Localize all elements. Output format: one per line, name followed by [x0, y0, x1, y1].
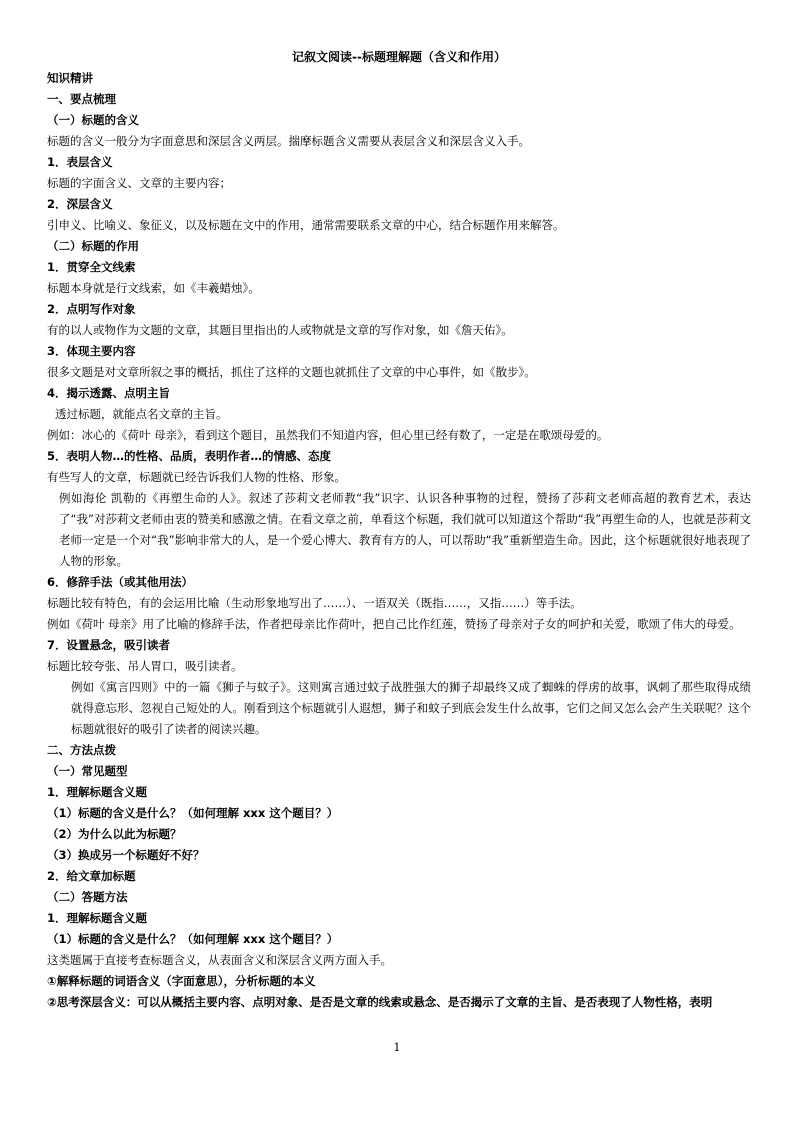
section-heading: 1．理解标题含义题 — [47, 785, 148, 799]
section-heading: 一、要点梳理 — [47, 92, 116, 106]
section-heading: （3）换成另一个标题好不好？ — [47, 848, 205, 862]
paragraph: 例如海伦 凯勒的《再塑生命的人》。叙述了莎莉文老师教“我”识字、认识各种事物的过程，赞扬了莎莉文老师高超的教育艺术，表达了“我”对莎莉文老师由衷的赞美和感激之情。在看文章之前，单看这个标题，我们就可以知道这个帮助“我”再塑生命的人，也就是莎莉文老师一定是一个对“我”影响非常大的人，是一个爱心博大、教育有方的人，可以帮助“我”重新塑造生命。因此，这个标题就很好地表现了人物的形象。 — [59, 491, 751, 568]
paragraph: 例如：冰心的《荷叶 母亲》，看到这个题目，虽然我们不知道内容，但心里已经有数了，一定是在歌颂母爱的。 — [47, 428, 609, 442]
paragraph: 这类题属于直接考查标题含义，从表面含义和深层含义两方面入手。 — [47, 953, 392, 967]
section-heading: ②思考深层含义：可以从概括主要内容、点明对象、是否是文章的线索或悬念、是否揭示了文章的主旨、是否表现了人物性格，表明 — [47, 995, 713, 1009]
paragraph: 有的以人或物作为文题的文章，其题目里指出的人或物就是文章的写作对象，如《詹天佑》。 — [47, 323, 513, 337]
section-heading: （二）答题方法 — [47, 890, 128, 904]
section-heading: 1．表层含义 — [47, 155, 113, 169]
section-heading: 3．体现主要内容 — [47, 344, 136, 358]
section-heading: 1．理解标题含义题 — [47, 911, 148, 925]
section-heading: 7．设置悬念，吸引读者 — [47, 638, 171, 652]
page-number: 1 — [393, 1041, 401, 1054]
section-heading: 1．贯穿全文线索 — [47, 260, 136, 274]
paragraph: 标题本身就是行文线索，如《丰羲蜡烛》。 — [47, 281, 260, 295]
document-body — [47, 68, 751, 1013]
section-heading: （2）为什么以此为标题？ — [47, 827, 182, 841]
section-heading: 4．揭示透露、点明主旨 — [47, 386, 171, 400]
document-title: 记叙文阅读--标题理解题（含义和作用） — [292, 50, 506, 64]
document-page — [47, 48, 751, 1013]
section-heading: 2．深层含义 — [47, 197, 113, 211]
section-heading: 6．修辞手法（或其他用法） — [47, 575, 194, 589]
paragraph: 很多文题是对文章所叙之事的概括，抓住了这样的文题也就抓住了文章的中心事件，如《散步》。 — [47, 365, 536, 379]
paragraph: 例如《寓言四则》中的一篇《狮子与蚊子》。这则寓言通过蚊子战胜强大的狮子却最终又成了蜘蛛的俘虏的故事，讽刺了那些取得成绩就得意忘形、忽视自己短处的人。刚看到这个标题就引人遐想，狮子和蚊子到底会发生什么故事，它们之间又怎么会产生关联呢？这个标题就很好的吸引了读者的阅读兴趣。 — [71, 680, 751, 736]
paragraph: 标题的含义一般分为字面意思和深层含义两层。揣摩标题含义需要从表层含义和深层含义入手。 — [47, 134, 530, 148]
section-heading: （1）标题的含义是什么？（如何理解 xxx 这个题目？） — [47, 932, 339, 946]
paragraph: 例如《荷叶 母亲》用了比喻的修辞手法，作者把母亲比作荷叶，把自己比作红莲，赞扬了母亲对子女的呵护和关爱，歌颂了伟大的母爱。 — [47, 617, 741, 631]
section-heading: 二、方法点拨 — [47, 743, 116, 757]
paragraph: 标题比较有特色，有的会运用比喻（生动形象地写出了……）、一语双关（既指……，又指……）等手法。 — [47, 596, 582, 610]
paragraph: 引申义、比喻义、象征义，以及标题在文中的作用，通常需要联系文章的中心，结合标题作用来解答。 — [47, 218, 565, 232]
section-heading: （1）标题的含义是什么？（如何理解 xxx 这个题目？） — [47, 806, 339, 820]
section-heading: 知识精讲 — [47, 71, 93, 85]
paragraph: 标题比较夸张、吊人胃口，吸引读者。 — [47, 659, 243, 673]
section-heading: （二）标题的作用 — [47, 239, 139, 253]
section-heading: ①解释标题的词语含义（字面意思），分析标题的本义 — [47, 974, 316, 988]
section-heading: 2．给文章加标题 — [47, 869, 136, 883]
section-heading: （一）常见题型 — [47, 764, 128, 778]
section-heading: （一）标题的含义 — [47, 113, 139, 127]
section-heading: 2．点明写作对象 — [47, 302, 136, 316]
paragraph: 有些写人的文章，标题就已经告诉我们人物的性格、形象。 — [47, 470, 346, 484]
paragraph: 透过标题，就能点名文章的主旨。 — [55, 407, 228, 421]
section-heading: 5．表明人物…的性格、品质，表明作者…的情感、态度 — [47, 449, 331, 463]
paragraph: 标题的字面含义、文章的主要内容； — [47, 176, 231, 190]
